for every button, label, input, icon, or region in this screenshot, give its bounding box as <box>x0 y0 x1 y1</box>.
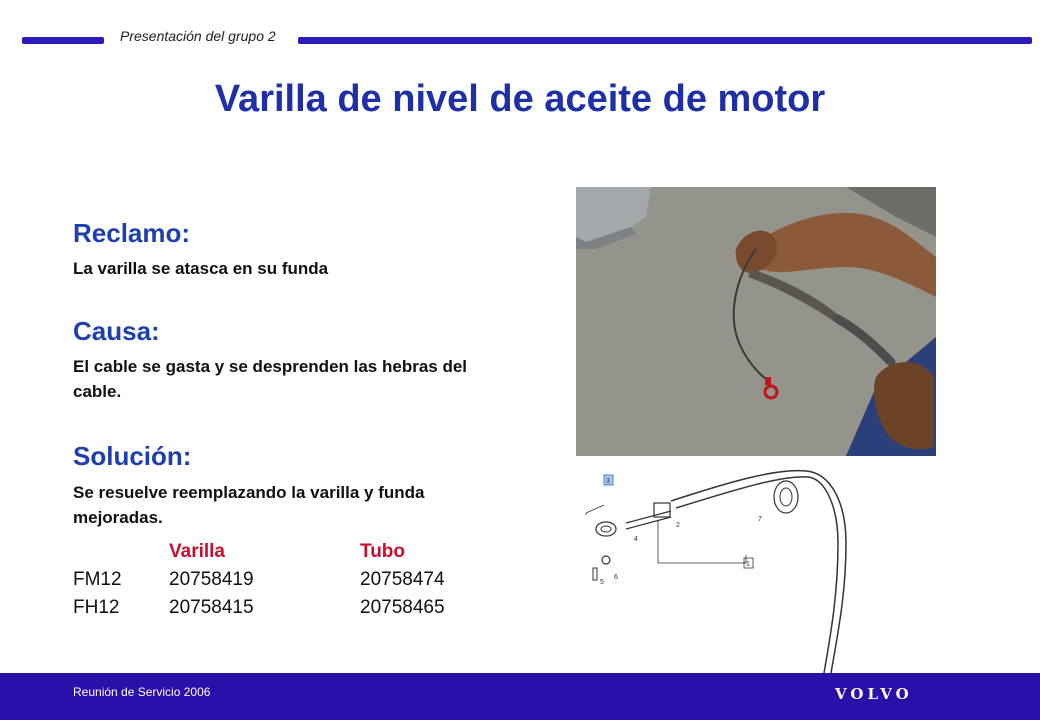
section-heading-solucion: Solución: <box>73 441 192 471</box>
svg-text:3: 3 <box>606 478 610 485</box>
row-model: FH12 <box>73 597 120 618</box>
volvo-logo: VOLVO <box>835 685 913 703</box>
row-varilla-number: 20758419 <box>169 569 254 590</box>
dipstick-diagram-drawing <box>576 463 876 673</box>
svg-text:1: 1 <box>746 561 750 568</box>
row-varilla-number: 20758415 <box>169 597 254 618</box>
svg-text:4: 4 <box>634 536 638 543</box>
slide-title: Varilla de nivel de aceite de motor <box>214 78 826 120</box>
header-bar-right <box>298 37 1032 44</box>
section-heading-reclamo: Reclamo: <box>73 218 191 248</box>
dipstick-parts-diagram <box>576 463 876 673</box>
row-tubo-number: 20758465 <box>360 597 445 618</box>
section-heading-causa: Causa: <box>73 316 160 346</box>
section-body-reclamo: La varilla se atasca en su funda <box>73 259 329 278</box>
header-bar-left <box>22 37 104 44</box>
svg-text:2: 2 <box>676 522 680 529</box>
header-tubo: Tubo <box>360 541 406 562</box>
row-tubo-number: 20758474 <box>360 569 445 590</box>
dipstick-photo-image <box>576 187 936 456</box>
footer-bar <box>0 673 1040 720</box>
svg-text:7: 7 <box>758 516 762 523</box>
dipstick-photo <box>576 187 936 456</box>
section-body-solucion: Se resuelve reemplazando la varilla y funda mejoradas. <box>73 483 425 527</box>
row-model: FM12 <box>73 569 122 590</box>
footer-text: Reunión de Servicio 2006 <box>73 685 211 699</box>
svg-text:6: 6 <box>614 574 618 581</box>
svg-text:5: 5 <box>600 579 604 586</box>
group-label: Presentación del grupo 2 <box>120 28 276 44</box>
section-body-causa: El cable se gasta y se desprenden las hebras del cable. <box>73 357 468 401</box>
header-varilla: Varilla <box>169 541 225 562</box>
